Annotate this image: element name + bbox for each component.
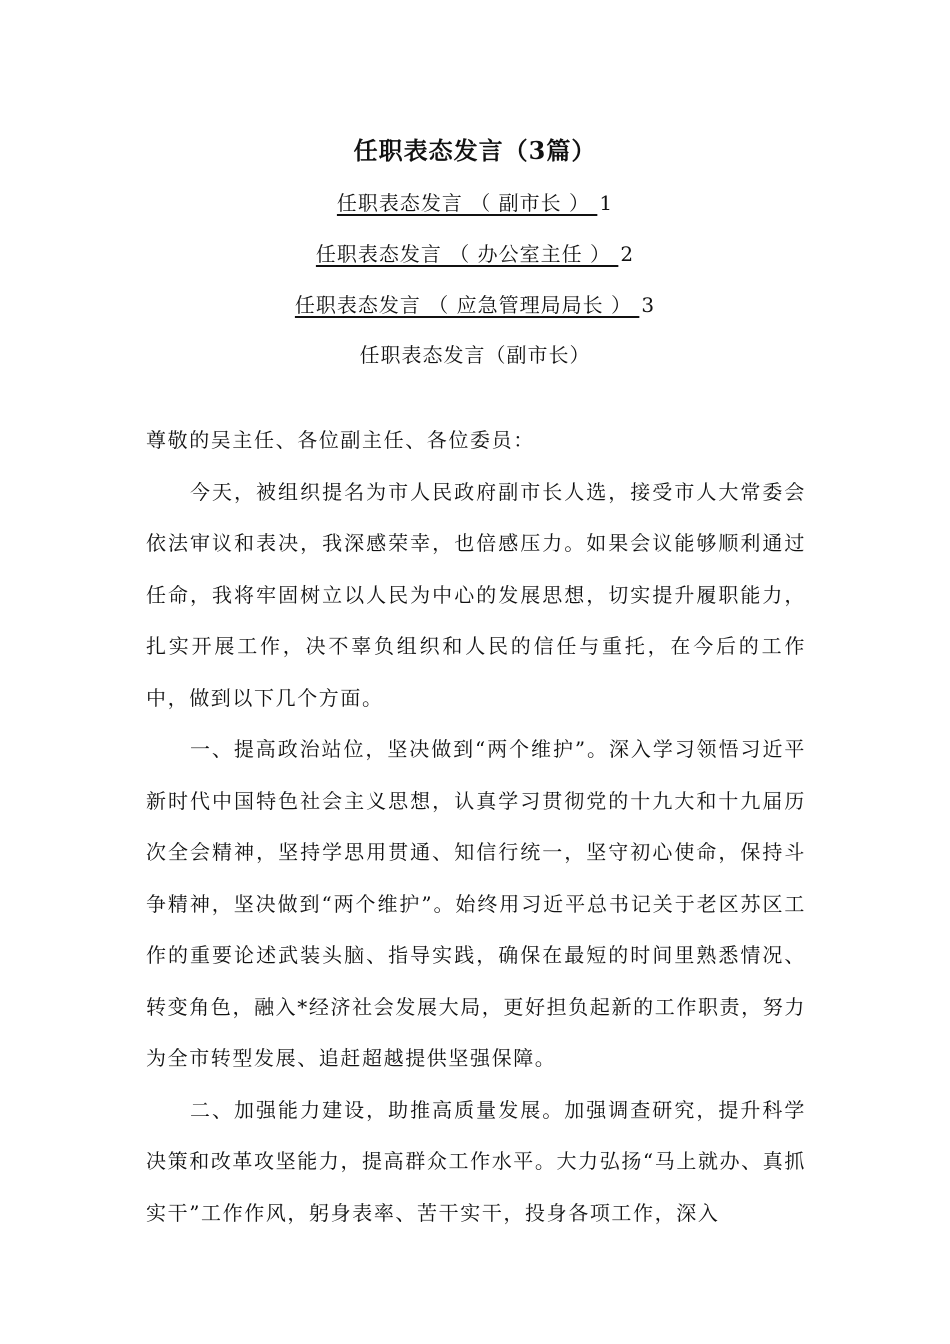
- toc-entry-label[interactable]: 任职表态发言 （ 副市长 ）: [336, 191, 598, 215]
- toc-entry-label[interactable]: 任职表态发言 （ 办公室主任 ）: [315, 242, 619, 266]
- toc-entry-page: 3: [641, 293, 656, 317]
- document-body: [146, 415, 806, 1239]
- document-title: 任职表态发言（3篇）: [353, 136, 597, 165]
- section-subtitle: 任职表态发言（副市长）: [359, 343, 591, 367]
- toc-entry[interactable]: [0, 239, 950, 269]
- body-paragraph: 今天，被组织提名为市人民政府副市长人选，接受市人大常委会依法审议和表决，我深感荣幸，也倍感压力。如果会议能够顺利通过任命，我将牢固树立以人民为中心的发展思想，切实提升履职能力，扎实开展工作，决不辜负组织和人民的信任与重托，在今后的工作中，做到以下几个方面。: [146, 479, 806, 710]
- body-paragraph: 二、加强能力建设，助推高质量发展。加强调查研究，提升科学决策和改革攻坚能力，提高群众工作水平。大力弘扬“马上就办、真抓实干”工作作风，躬身表率、苦干实干，投身各项工作，深入: [146, 1097, 806, 1225]
- toc-entry-page: 1: [599, 191, 614, 215]
- toc-entry-page: 2: [620, 242, 635, 266]
- body-paragraph: 一、提高政治站位，坚决做到“两个维护”。深入学习领悟习近平新时代中国特色社会主义思想，认真学习贯彻党的十九大和十九届历次全会精神，坚持学思用贯通、知信行统一，坚守初心使命，保持斗争精神，坚决做到“两个维护”。始终用习近平总书记关于老区苏区工作的重要论述武装头脑、指导实践，确保在最短的时间里熟悉情况、转变角色，融入*经济社会发展大局，更好担负起新的工作职责，努力为全市转型发展、追赶超越提供坚强保障。: [146, 737, 806, 1070]
- toc-entry[interactable]: [0, 188, 950, 218]
- toc-entry[interactable]: [0, 290, 950, 320]
- toc-entry-label[interactable]: 任职表态发言 （ 应急管理局局长 ）: [294, 293, 640, 317]
- salutation: 尊敬的吴主任、各位副主任、各位委员：: [146, 428, 535, 452]
